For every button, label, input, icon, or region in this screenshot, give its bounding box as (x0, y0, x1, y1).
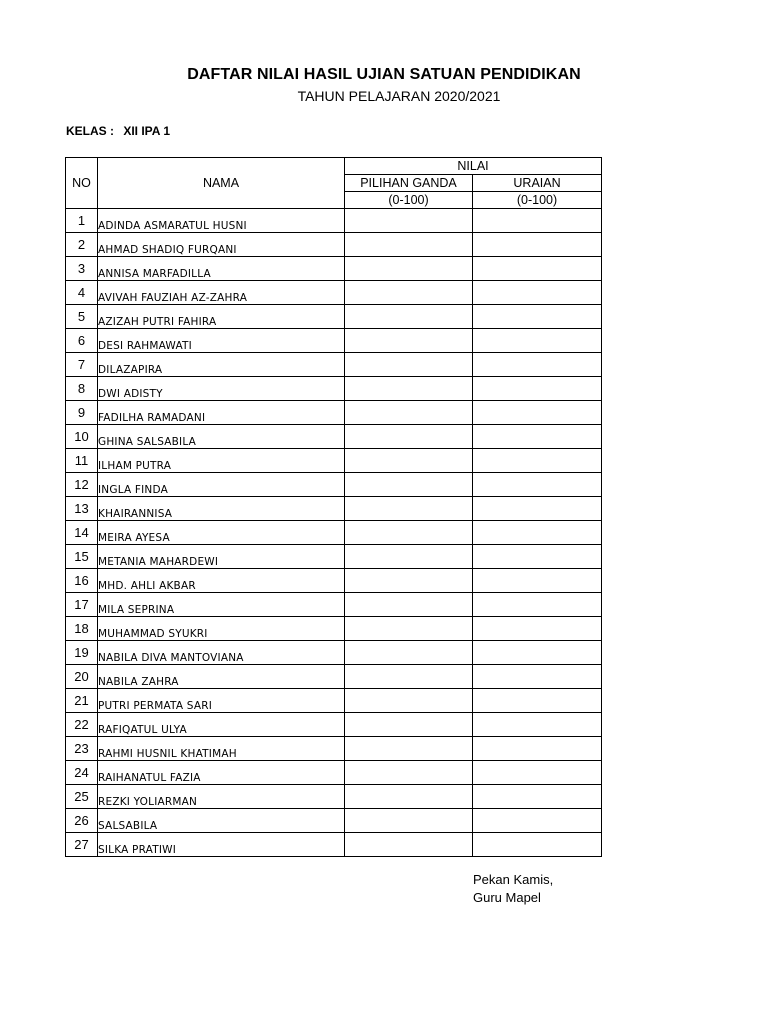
score-uraian[interactable] (473, 737, 602, 761)
student-name: PUTRI PERMATA SARI (98, 689, 345, 713)
score-pilihan-ganda[interactable] (345, 569, 473, 593)
score-uraian[interactable] (473, 665, 602, 689)
row-number: 9 (66, 401, 98, 425)
row-number: 1 (66, 209, 98, 233)
row-number: 26 (66, 809, 98, 833)
grades-table (65, 157, 602, 857)
header-nama: NAMA (98, 158, 345, 209)
row-number: 7 (66, 353, 98, 377)
score-pilihan-ganda[interactable] (345, 737, 473, 761)
score-pilihan-ganda[interactable] (345, 809, 473, 833)
row-number: 12 (66, 473, 98, 497)
row-number: 24 (66, 761, 98, 785)
score-pilihan-ganda[interactable] (345, 353, 473, 377)
score-uraian[interactable] (473, 401, 602, 425)
student-name: FADILHA RAMADANI (98, 401, 345, 425)
row-number: 11 (66, 449, 98, 473)
score-pilihan-ganda[interactable] (345, 617, 473, 641)
row-number: 15 (66, 545, 98, 569)
score-uraian[interactable] (473, 473, 602, 497)
table-row (66, 833, 602, 857)
table-row (66, 497, 602, 521)
student-name: AHMAD SHADIQ FURQANI (98, 233, 345, 257)
student-name: ADINDA ASMARATUL HUSNI (98, 209, 345, 233)
table-row (66, 281, 602, 305)
student-name: REZKI YOLIARMAN (98, 785, 345, 809)
student-name: KHAIRANNISA (98, 497, 345, 521)
score-pilihan-ganda[interactable] (345, 689, 473, 713)
score-uraian[interactable] (473, 377, 602, 401)
student-name: NABILA ZAHRA (98, 665, 345, 689)
score-pilihan-ganda[interactable] (345, 785, 473, 809)
score-pilihan-ganda[interactable] (345, 521, 473, 545)
student-name: GHINA SALSABILA (98, 425, 345, 449)
table-row (66, 809, 602, 833)
table-row (66, 377, 602, 401)
table-row (66, 713, 602, 737)
header-nilai: NILAI (345, 158, 602, 175)
document-title (0, 66, 768, 84)
score-pilihan-ganda[interactable] (345, 713, 473, 737)
score-uraian[interactable] (473, 833, 602, 857)
row-number: 23 (66, 737, 98, 761)
student-name: MEIRA AYESA (98, 521, 345, 545)
score-uraian[interactable] (473, 569, 602, 593)
row-number: 27 (66, 833, 98, 857)
score-pilihan-ganda[interactable] (345, 761, 473, 785)
score-pilihan-ganda[interactable] (345, 233, 473, 257)
score-pilihan-ganda[interactable] (345, 833, 473, 857)
score-uraian[interactable] (473, 497, 602, 521)
score-uraian[interactable] (473, 617, 602, 641)
table-row (66, 617, 602, 641)
row-number: 13 (66, 497, 98, 521)
row-number: 5 (66, 305, 98, 329)
place-date: Pekan Kamis, (473, 872, 554, 887)
table-row (66, 641, 602, 665)
student-name: DILAZAPIRA (98, 353, 345, 377)
score-uraian[interactable] (473, 425, 602, 449)
row-number: 22 (66, 713, 98, 737)
document-subtitle (0, 88, 768, 104)
score-pilihan-ganda[interactable] (345, 473, 473, 497)
score-uraian[interactable] (473, 689, 602, 713)
row-number: 4 (66, 281, 98, 305)
class-value: XII IPA 1 (123, 124, 171, 138)
student-name: INGLA FINDA (98, 473, 345, 497)
table-row (66, 545, 602, 569)
score-pilihan-ganda[interactable] (345, 305, 473, 329)
student-name: SALSABILA (98, 809, 345, 833)
score-uraian[interactable] (473, 305, 602, 329)
score-uraian[interactable] (473, 209, 602, 233)
student-name: SILKA PRATIWI (98, 833, 345, 857)
header-uraian-range: (0-100) (473, 192, 602, 209)
table-row (66, 737, 602, 761)
score-uraian[interactable] (473, 353, 602, 377)
grades-table-body (66, 209, 602, 857)
row-number: 18 (66, 617, 98, 641)
header-pilihan-ganda-range: (0-100) (345, 192, 473, 209)
score-pilihan-ganda[interactable] (345, 257, 473, 281)
table-row (66, 761, 602, 785)
header-uraian: URAIAN (473, 175, 602, 192)
score-uraian[interactable] (473, 641, 602, 665)
student-name: MHD. AHLI AKBAR (98, 569, 345, 593)
row-number: 17 (66, 593, 98, 617)
score-pilihan-ganda[interactable] (345, 281, 473, 305)
score-uraian[interactable] (473, 713, 602, 737)
document-title-text: DAFTAR NILAI HASIL UJIAN SATUAN PENDIDIKAN (187, 66, 581, 83)
signer-role: Guru Mapel (473, 890, 541, 905)
student-name: ANNISA MARFADILLA (98, 257, 345, 281)
student-name: ILHAM PUTRA (98, 449, 345, 473)
score-uraian[interactable] (473, 761, 602, 785)
score-uraian[interactable] (473, 593, 602, 617)
score-pilihan-ganda[interactable] (345, 545, 473, 569)
score-pilihan-ganda[interactable] (345, 401, 473, 425)
student-name: RAFIQATUL ULYA (98, 713, 345, 737)
table-row (66, 521, 602, 545)
table-row (66, 473, 602, 497)
score-pilihan-ganda[interactable] (345, 209, 473, 233)
table-row (66, 425, 602, 449)
score-uraian[interactable] (473, 809, 602, 833)
student-name: MUHAMMAD SYUKRI (98, 617, 345, 641)
row-number: 2 (66, 233, 98, 257)
score-uraian[interactable] (473, 545, 602, 569)
student-name: DESI RAHMAWATI (98, 329, 345, 353)
header-pilihan-ganda: PILIHAN GANDA (345, 175, 473, 192)
row-number: 3 (66, 257, 98, 281)
student-name: RAIHANATUL FAZIA (98, 761, 345, 785)
table-row (66, 305, 602, 329)
row-number: 16 (66, 569, 98, 593)
table-row (66, 665, 602, 689)
table-row (66, 401, 602, 425)
score-pilihan-ganda[interactable] (345, 665, 473, 689)
student-name: NABILA DIVA MANTOVIANA (98, 641, 345, 665)
student-name: RAHMI HUSNIL KHATIMAH (98, 737, 345, 761)
score-pilihan-ganda[interactable] (345, 497, 473, 521)
student-name: MILA SEPRINA (98, 593, 345, 617)
student-name: METANIA MAHARDEWI (98, 545, 345, 569)
row-number: 6 (66, 329, 98, 353)
table-row (66, 329, 602, 353)
table-row (66, 209, 602, 233)
score-pilihan-ganda[interactable] (345, 449, 473, 473)
table-row (66, 569, 602, 593)
score-uraian[interactable] (473, 785, 602, 809)
header-no: NO (66, 158, 98, 209)
score-pilihan-ganda[interactable] (345, 329, 473, 353)
student-name: DWI ADISTY (98, 377, 345, 401)
score-uraian[interactable] (473, 521, 602, 545)
score-pilihan-ganda[interactable] (345, 641, 473, 665)
score-uraian[interactable] (473, 329, 602, 353)
student-name: AVIVAH FAUZIAH AZ-ZAHRA (98, 281, 345, 305)
signature-block (473, 871, 553, 907)
grades-table-header (66, 158, 602, 209)
row-number: 19 (66, 641, 98, 665)
class-label: KELAS : (66, 124, 114, 138)
table-row (66, 689, 602, 713)
score-uraian[interactable] (473, 281, 602, 305)
table-row (66, 449, 602, 473)
row-number: 8 (66, 377, 98, 401)
score-pilihan-ganda[interactable] (345, 425, 473, 449)
score-uraian[interactable] (473, 233, 602, 257)
class-info (66, 124, 170, 138)
table-row (66, 353, 602, 377)
row-number: 21 (66, 689, 98, 713)
student-name: AZIZAH PUTRI FAHIRA (98, 305, 345, 329)
row-number: 10 (66, 425, 98, 449)
row-number: 25 (66, 785, 98, 809)
row-number: 20 (66, 665, 98, 689)
score-pilihan-ganda[interactable] (345, 593, 473, 617)
row-number: 14 (66, 521, 98, 545)
score-uraian[interactable] (473, 257, 602, 281)
document-subtitle-text: TAHUN PELAJARAN 2020/2021 (297, 88, 501, 104)
score-uraian[interactable] (473, 449, 602, 473)
table-row (66, 233, 602, 257)
table-row (66, 785, 602, 809)
table-row (66, 593, 602, 617)
table-row (66, 257, 602, 281)
score-pilihan-ganda[interactable] (345, 377, 473, 401)
